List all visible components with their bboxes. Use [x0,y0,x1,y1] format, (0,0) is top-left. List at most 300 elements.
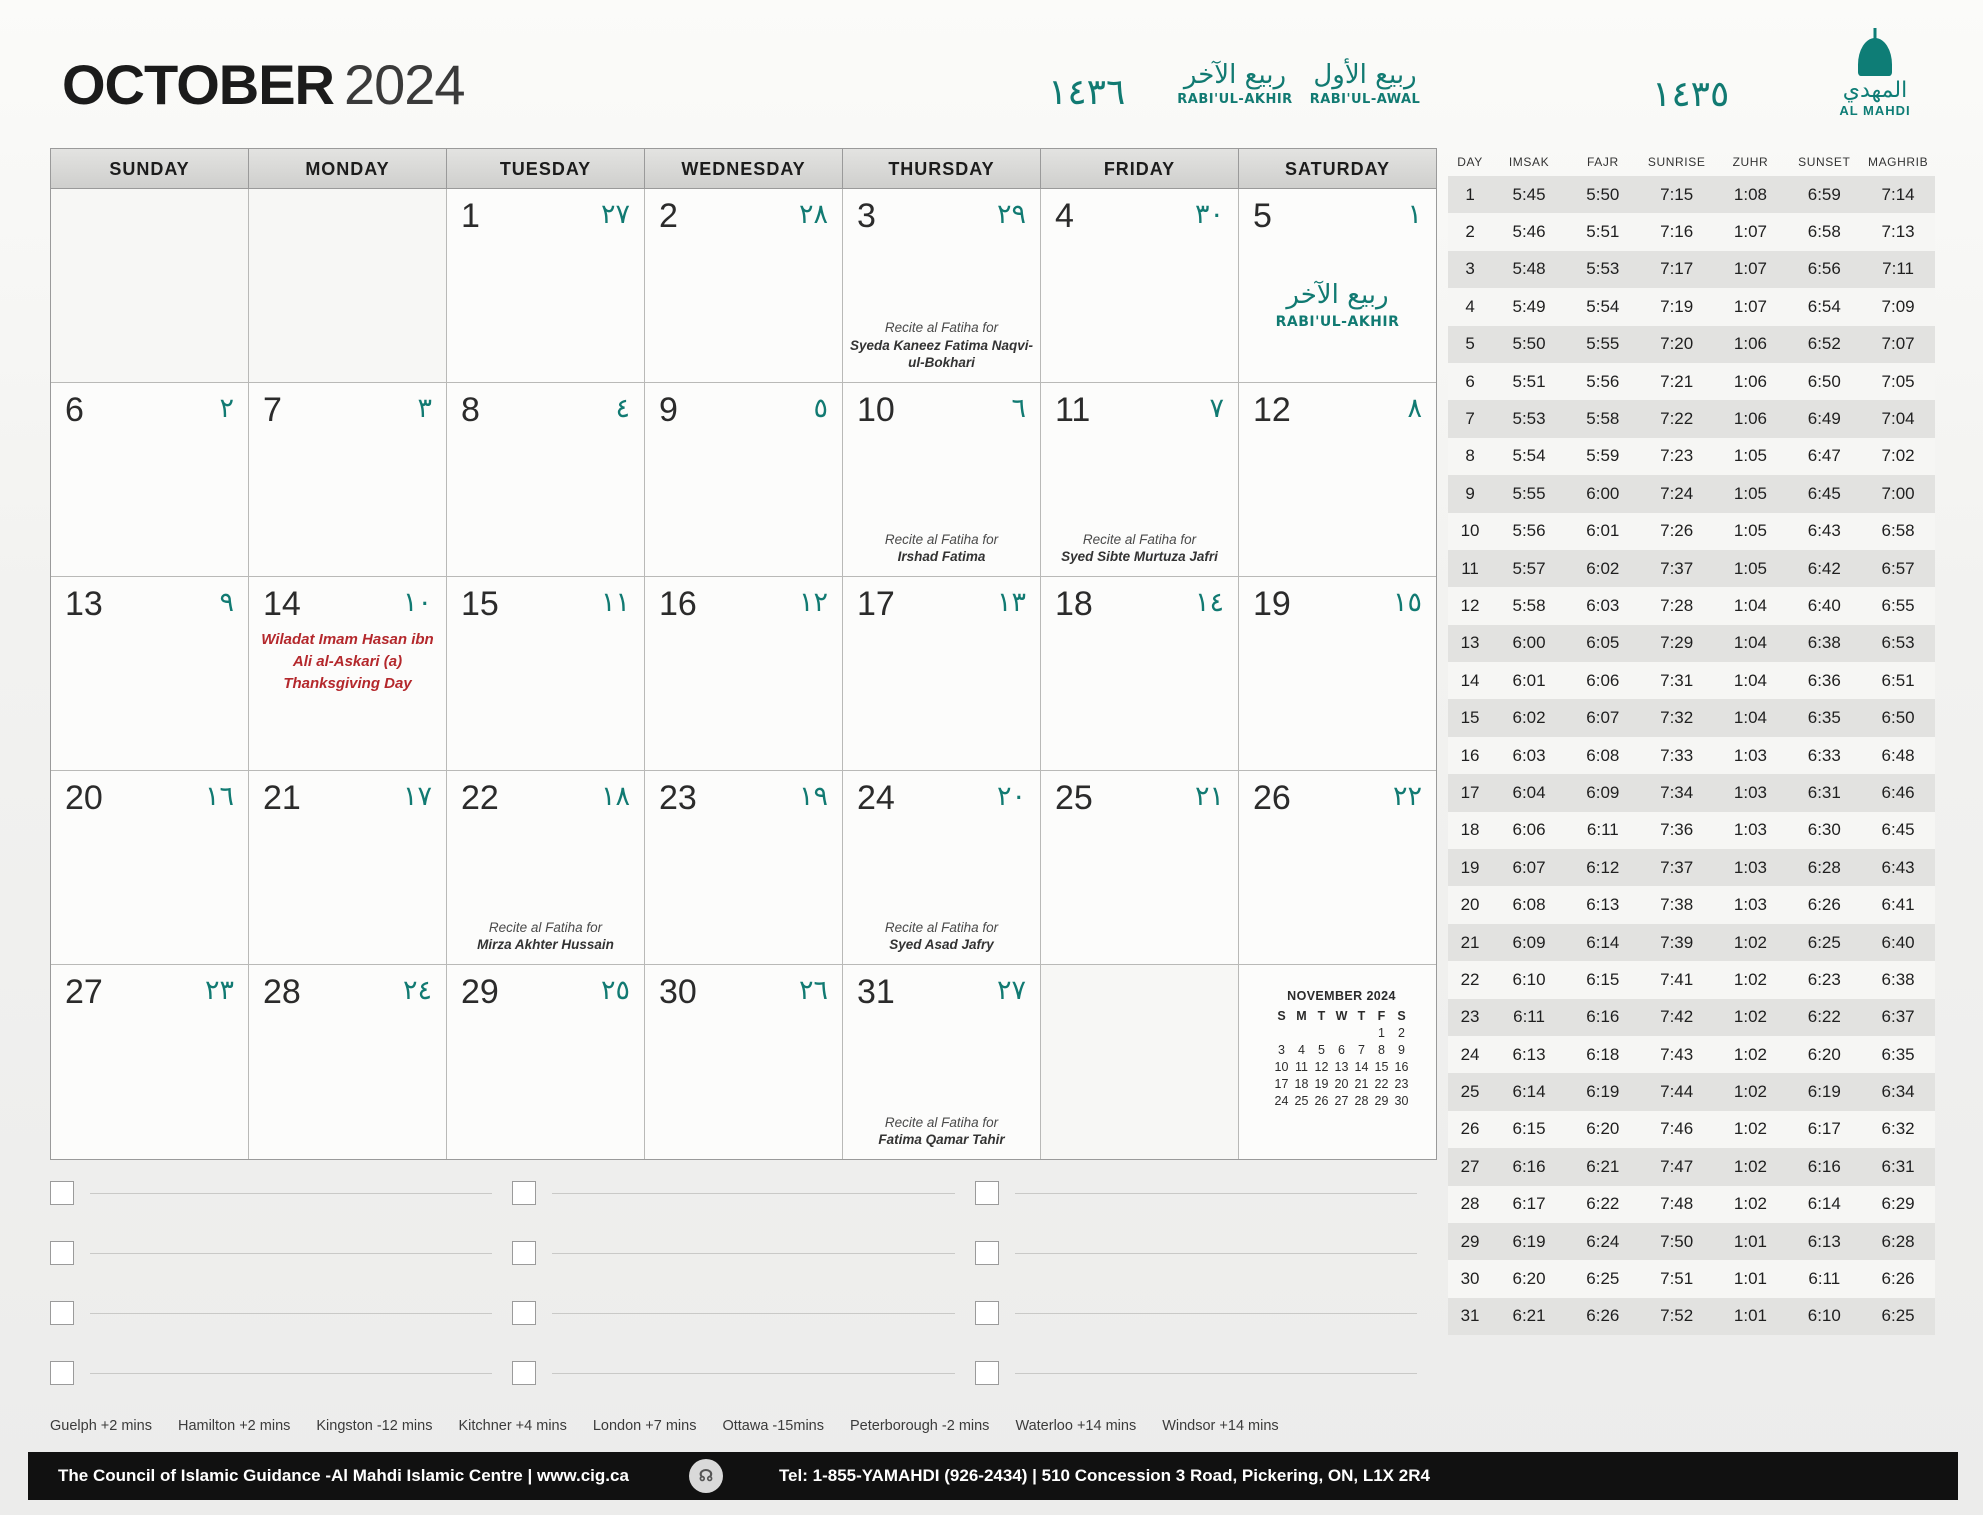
prayer-time-value: 7:47 [1660,1156,1694,1176]
hijri-year-left: ١٤٣٦ [1048,72,1126,113]
mini-month-day: 6 [1338,1042,1345,1057]
prayer-day-number: 28 [1460,1194,1480,1214]
mini-month-day: 24 [1274,1093,1289,1108]
note-writing-line[interactable] [90,1193,492,1194]
mini-month-day: 26 [1314,1093,1329,1108]
note-entry [975,1301,1437,1325]
prayer-times-row [1448,438,1935,475]
mini-month-day: 25 [1294,1093,1309,1108]
mini-month-day: 21 [1354,1076,1369,1091]
prayer-time-value: 1:03 [1733,820,1768,840]
prayer-time-value: 7:46 [1660,1119,1694,1139]
prayer-time-value: 6:53 [1881,633,1915,653]
prayer-time-value: 6:14 [1586,932,1620,952]
note-writing-line[interactable] [1015,1313,1417,1314]
prayer-time-value: 6:10 [1807,1306,1841,1326]
prayer-times-row [1448,587,1935,624]
prayer-time-value: 6:17 [1807,1119,1841,1139]
fatiha-prefix: Recite al Fatiha for [884,531,999,547]
prayer-time-value: 7:37 [1660,558,1694,578]
prayer-time-value: 6:15 [1586,969,1620,989]
calendar-day-cell[interactable] [843,965,1041,1159]
prayer-time-value: 6:50 [1807,371,1841,391]
hijri-day-number: ٢٥ [600,975,630,1006]
mini-month-row [1272,1041,1412,1058]
prayer-time-value: 6:55 [1881,595,1915,615]
note-entry [975,1361,1437,1385]
calendar-day-cell[interactable] [447,189,645,383]
dome-icon [1858,38,1892,76]
prayer-time-value: 6:25 [1881,1306,1915,1326]
prayer-day-number: 31 [1460,1306,1480,1326]
note-row [50,1163,1437,1223]
mini-month-weekday: S [1277,1008,1286,1023]
prayer-time-value: 6:03 [1512,745,1546,765]
prayer-time-value: 5:56 [1586,371,1620,391]
prayer-day-number: 12 [1460,595,1480,615]
prayer-time-value: 1:02 [1733,1044,1768,1064]
prayer-time-value: 6:35 [1881,1044,1915,1064]
note-checkbox[interactable] [50,1361,74,1385]
weeks-container [51,189,1436,1159]
mini-month-day: 14 [1354,1059,1369,1074]
prayer-time-value: 7:48 [1660,1194,1694,1214]
prayer-time-value: 5:45 [1512,184,1546,204]
hijri-day-number: ٢٧ [996,975,1026,1006]
hijri-day-number: ٢٩ [996,199,1026,230]
prayer-times-row [1448,213,1935,250]
weekday-header: FRIDAY [1041,149,1239,189]
prayer-times-row [1448,176,1935,213]
prayer-day-number: 9 [1465,483,1475,503]
note-checkbox[interactable] [50,1241,74,1265]
mini-month-day [1332,1024,1352,1041]
footer-website[interactable]: www.cig.ca [536,1466,629,1485]
note-writing-line[interactable] [1015,1373,1417,1374]
prayer-time-value: 1:07 [1733,296,1768,316]
hijri-day-number: ١٨ [600,781,630,812]
calendar-day-cell[interactable] [51,965,249,1159]
calendar-day-cell[interactable] [1041,189,1239,383]
weekday-header-row [51,149,1436,189]
prayer-times-row [1448,1111,1935,1148]
note-writing-line[interactable] [552,1253,954,1254]
calendar-day-cell[interactable] [51,577,249,771]
note-writing-line[interactable] [90,1313,492,1314]
fatiha-name: Mirza Akhter Hussain [477,937,614,953]
prayer-time-value: 7:38 [1660,895,1694,915]
prayer-day-number: 20 [1460,895,1480,915]
prayer-time-value: 7:05 [1881,371,1915,391]
gregorian-day-number: 25 [1055,779,1093,817]
hijri-day-number: ٢٤ [402,975,432,1006]
month-name: OCTOBER [62,53,334,116]
hijri-month-roman: RABI'UL-AWAL [1309,92,1421,107]
calendar-day-cell[interactable] [843,577,1041,771]
hijri-day-number: ١٣ [996,587,1026,618]
prayer-time-value: 5:58 [1586,409,1620,429]
prayer-time-value: 6:12 [1586,857,1620,877]
prayer-time-value: 5:54 [1512,446,1546,466]
prayer-time-value: 6:17 [1512,1194,1546,1214]
gregorian-day-number: 13 [65,585,103,623]
page-title [62,52,465,117]
city-offset-item: Kitchner +4 mins [458,1418,567,1434]
calendar-day-cell[interactable] [645,189,843,383]
prayer-time-value: 6:13 [1807,1231,1841,1251]
prayer-time-value: 6:47 [1807,446,1841,466]
mini-month-day [1312,1024,1332,1041]
prayer-time-value: 1:04 [1733,633,1768,653]
prayer-time-value: 1:08 [1733,184,1768,204]
prayer-column-header: ZUHR [1732,155,1769,169]
fatiha-prefix: Recite al Fatiha for [884,1114,999,1130]
prayer-time-value: 6:58 [1881,521,1915,541]
prayer-day-number: 19 [1460,857,1480,877]
prayer-times-row [1448,1186,1935,1223]
hijri-day-number: ٢١ [1194,781,1224,812]
prayer-time-value: 5:49 [1512,296,1546,316]
prayer-day-number: 26 [1460,1119,1480,1139]
prayer-time-value: 6:01 [1586,521,1620,541]
calendar-day-cell[interactable] [249,383,447,577]
prayer-time-value: 6:32 [1881,1119,1915,1139]
hijri-day-number: ٢٨ [798,199,828,230]
prayer-time-value: 7:43 [1660,1044,1694,1064]
day-fatiha-note [849,919,1034,954]
calendar-day-cell[interactable] [51,771,249,965]
prayer-time-value: 6:11 [1586,820,1619,840]
prayer-time-value: 6:16 [1512,1156,1546,1176]
prayer-time-value: 7:26 [1660,521,1694,541]
note-checkbox[interactable] [975,1361,999,1385]
prayer-time-value: 6:22 [1807,1007,1841,1027]
prayer-time-value: 6:13 [1512,1044,1546,1064]
mini-month-day: 17 [1274,1076,1289,1091]
calendar-day-cell[interactable] [645,577,843,771]
calendar-day-cell[interactable] [1041,383,1239,577]
prayer-time-value: 7:17 [1660,259,1694,279]
prayer-times-header-row [1448,148,1935,176]
note-entry [50,1181,512,1205]
hijri-month-rabi-ul-awal-header [1300,62,1430,107]
hijri-day-number: ٥ [813,393,828,424]
calendar-day-cell[interactable] [843,383,1041,577]
note-entry [50,1361,512,1385]
prayer-time-value: 6:59 [1807,184,1841,204]
prayer-time-value: 5:50 [1512,334,1546,354]
prayer-time-value: 1:02 [1733,1194,1768,1214]
prayer-time-value: 6:36 [1807,670,1841,690]
hijri-day-number: ٢٧ [600,199,630,230]
calendar-day-cell[interactable] [843,189,1041,383]
prayer-time-value: 7:37 [1660,857,1694,877]
prayer-time-value: 7:31 [1660,670,1694,690]
prayer-time-value: 1:04 [1733,670,1768,690]
prayer-time-value: 5:50 [1586,184,1620,204]
note-checkbox[interactable] [512,1301,536,1325]
mini-month-weekday: F [1377,1008,1386,1023]
gregorian-day-number: 22 [461,779,499,817]
prayer-time-value: 6:21 [1512,1306,1546,1326]
prayer-time-value: 7:07 [1881,334,1915,354]
prayer-times-row [1448,1223,1935,1260]
logo-arabic: المهدي [1842,78,1908,103]
fatiha-name: Syed Asad Jafry [889,937,994,953]
prayer-times-row [1448,400,1935,437]
note-checkbox[interactable] [512,1181,536,1205]
prayer-time-value: 1:07 [1733,259,1768,279]
gregorian-day-number: 23 [659,779,697,817]
gregorian-day-number: 8 [461,391,480,429]
calendar-day-cell[interactable] [645,383,843,577]
mini-month-day: 28 [1354,1093,1369,1108]
hijri-month-start-marker [1239,281,1436,330]
prayer-time-value: 6:23 [1807,969,1841,989]
day-event-text: Wiladat Imam Hasan ibn Ali al-Askari (a) Thanksgiving Day [261,631,434,692]
weekday-header: MONDAY [249,149,447,189]
prayer-time-value: 6:07 [1586,708,1620,728]
prayer-times-row [1448,999,1935,1036]
prayer-time-value: 7:34 [1660,782,1694,802]
prayer-times-row [1448,699,1935,736]
note-entry [50,1241,512,1265]
prayer-time-value: 6:09 [1586,782,1620,802]
prayer-time-value: 6:08 [1586,745,1620,765]
prayer-time-value: 5:55 [1512,483,1546,503]
footer-bar [28,1452,1958,1500]
hijri-day-number: ٨ [1407,393,1422,424]
prayer-time-value: 7:21 [1660,371,1694,391]
prayer-time-value: 1:03 [1733,745,1768,765]
prayer-time-value: 5:54 [1586,296,1620,316]
gregorian-day-number: 24 [857,779,895,817]
page-header [0,0,1983,148]
calendar-day-cell[interactable] [1239,189,1436,383]
prayer-day-number: 14 [1460,670,1480,690]
prayer-day-number: 13 [1460,633,1480,653]
calendar-day-cell[interactable] [447,383,645,577]
gregorian-day-number: 4 [1055,197,1074,235]
note-writing-line[interactable] [90,1373,492,1374]
note-writing-line[interactable] [1015,1193,1417,1194]
gregorian-day-number: 20 [65,779,103,817]
prayer-time-value: 6:45 [1807,483,1841,503]
calendar-day-cell[interactable] [249,577,447,771]
hijri-day-number: ٣ [417,393,432,424]
calendar-day-cell[interactable] [447,771,645,965]
prayer-time-value: 6:26 [1881,1269,1915,1289]
note-writing-line[interactable] [90,1253,492,1254]
gregorian-day-number: 10 [857,391,895,429]
prayer-time-value: 6:25 [1586,1269,1620,1289]
prayer-time-value: 7:39 [1660,932,1694,952]
hijri-day-number: ٤ [615,393,630,424]
hijri-day-number: ٩ [219,587,234,618]
mini-month-day: 20 [1334,1076,1349,1091]
prayer-time-value: 1:04 [1733,595,1768,615]
note-checkbox[interactable] [50,1301,74,1325]
note-checkbox[interactable] [50,1181,74,1205]
mini-month-weekday: W [1335,1008,1348,1023]
prayer-time-value: 6:56 [1807,259,1841,279]
gregorian-day-number: 19 [1253,585,1291,623]
prayer-time-value: 6:14 [1807,1194,1841,1214]
prayer-time-value: 5:53 [1586,259,1620,279]
calendar-day-cell[interactable] [249,965,447,1159]
prayer-time-value: 6:43 [1881,857,1915,877]
note-entry [50,1301,512,1325]
hijri-day-number: ١٤ [1194,587,1224,618]
gregorian-day-number: 15 [461,585,499,623]
prayer-time-value: 5:51 [1586,222,1620,242]
hijri-month-roman: RABI'UL-AKHIR [1275,313,1400,330]
prayer-day-number: 25 [1460,1082,1480,1102]
calendar-day-cell[interactable] [447,965,645,1159]
prayer-times-row [1448,812,1935,849]
prayer-time-value: 5:51 [1512,371,1546,391]
prayer-time-value: 6:14 [1512,1082,1546,1102]
calendar-day-cell[interactable] [447,577,645,771]
note-entry [975,1241,1437,1265]
notes-checklist [50,1163,1437,1403]
note-checkbox[interactable] [975,1181,999,1205]
prayer-day-number: 8 [1465,446,1475,466]
calendar-day-cell[interactable] [1239,577,1436,771]
prayer-time-value: 5:56 [1512,521,1546,541]
calendar-day-cell[interactable] [1239,771,1436,965]
hijri-day-number: ١٢ [798,587,828,618]
prayer-time-value: 6:33 [1807,745,1841,765]
mini-month-day [1272,1024,1292,1041]
prayer-time-value: 1:02 [1733,1007,1768,1027]
prayer-time-value: 6:38 [1807,633,1841,653]
prayer-time-value: 6:25 [1807,932,1841,952]
calendar-day-cell[interactable] [843,771,1041,965]
prayer-time-value: 7:32 [1660,708,1694,728]
prayer-time-value: 6:21 [1586,1156,1620,1176]
note-entry [512,1181,974,1205]
mini-month-day [1292,1024,1312,1041]
gregorian-day-number: 30 [659,973,697,1011]
calendar-day-cell[interactable] [249,771,447,965]
prayer-column-header: FAJR [1586,155,1619,169]
mini-month-row [1272,1024,1412,1041]
calendar-empty-cell [1239,965,1436,1159]
gregorian-day-number: 1 [461,197,480,235]
note-row [50,1283,1437,1343]
prayer-time-value: 6:48 [1881,745,1915,765]
prayer-time-value: 6:29 [1881,1194,1915,1214]
prayer-time-value: 6:40 [1881,932,1915,952]
prayer-times-row [1448,288,1935,325]
note-checkbox[interactable] [512,1241,536,1265]
note-writing-line[interactable] [552,1313,954,1314]
hijri-day-number: ٢٦ [798,975,828,1006]
prayer-time-value: 7:44 [1660,1082,1694,1102]
prayer-day-number: 7 [1465,409,1475,429]
gregorian-day-number: 28 [263,973,301,1011]
prayer-time-value: 6:11 [1513,1007,1545,1027]
hijri-day-number: ١٦ [204,781,234,812]
city-offset-item: Kingston -12 mins [316,1418,433,1434]
hijri-month-roman: RABI'UL-AKHIR [1177,92,1293,107]
prayer-times-row [1448,513,1935,550]
prayer-time-value: 6:01 [1512,670,1546,690]
gregorian-day-number: 21 [263,779,301,817]
gregorian-day-number: 9 [659,391,678,429]
prayer-time-value: 7:42 [1660,1007,1694,1027]
prayer-time-value: 7:04 [1881,409,1915,429]
mini-month-day: 9 [1398,1042,1405,1057]
footer-org [58,1466,629,1486]
prayer-times-row [1448,363,1935,400]
calendar-day-cell[interactable] [1239,383,1436,577]
prayer-time-value: 6:50 [1881,708,1915,728]
prayer-day-number: 21 [1460,932,1480,952]
prayer-time-value: 7:41 [1660,969,1694,989]
mini-month-day: 5 [1318,1042,1325,1057]
gregorian-day-number: 27 [65,973,103,1011]
footer-contact: Tel: 1-855-YAMAHDI (926-2434) | 510 Concession 3 Road, Pickering, ON, L1X 2R4 [778,1466,1430,1485]
mini-month-day: 27 [1334,1093,1349,1108]
note-writing-line[interactable] [1015,1253,1417,1254]
prayer-time-value: 7:29 [1660,633,1694,653]
prayer-column-header: MAGHRIB [1867,155,1929,169]
prayer-time-value: 1:02 [1733,1082,1768,1102]
prayer-time-value: 6:19 [1586,1082,1620,1102]
calendar-day-cell[interactable] [1041,577,1239,771]
gregorian-day-number: 17 [857,585,895,623]
prayer-time-value: 6:00 [1512,633,1546,653]
prayer-day-number: 15 [1460,708,1480,728]
prayer-time-value: 6:05 [1586,633,1620,653]
fatiha-name: Syeda Kaneez Fatima Naqvi-ul-Bokhari [849,337,1034,371]
prayer-day-number: 22 [1460,969,1480,989]
calendar-day-cell[interactable] [1041,771,1239,965]
hijri-day-number: ٢٢ [1392,781,1422,812]
prayer-time-value: 6:16 [1807,1156,1841,1176]
note-writing-line[interactable] [552,1373,954,1374]
prayer-time-value: 7:13 [1881,222,1915,242]
fatiha-prefix: Recite al Fatiha for [1082,531,1197,547]
prayer-time-value: 5:55 [1586,334,1620,354]
prayer-day-number: 29 [1460,1231,1480,1251]
prayer-time-value: 5:57 [1512,558,1546,578]
prayer-time-value: 7:16 [1660,222,1694,242]
prayer-time-value: 6:04 [1512,782,1546,802]
prayer-time-value: 1:02 [1733,932,1768,952]
prayer-time-value: 6:06 [1586,670,1620,690]
prayer-time-value: 7:51 [1660,1269,1694,1289]
gregorian-day-number: 5 [1253,197,1272,235]
prayer-day-number: 10 [1460,521,1480,541]
note-checkbox[interactable] [512,1361,536,1385]
prayer-time-value: 6:02 [1512,708,1546,728]
calendar-empty-cell [51,189,249,383]
city-offset-item: Peterborough -2 mins [850,1418,990,1434]
calendar-day-cell[interactable] [645,771,843,965]
note-writing-line[interactable] [552,1193,954,1194]
calendar-day-cell[interactable] [51,383,249,577]
gregorian-day-number: 2 [659,197,678,235]
note-checkbox[interactable] [975,1241,999,1265]
prayer-time-value: 5:46 [1512,222,1546,242]
calendar-day-cell[interactable] [645,965,843,1159]
note-checkbox[interactable] [975,1301,999,1325]
prayer-time-value: 6:11 [1808,1269,1841,1289]
note-entry [512,1241,974,1265]
